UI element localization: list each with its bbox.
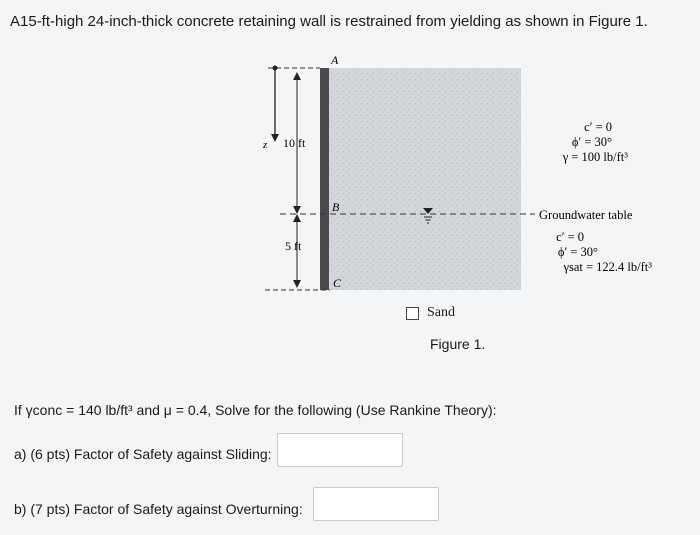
retaining-wall-figure	[0, 40, 700, 340]
part-b-label: b) (7 pts) Factor of Safety against Overturning:	[14, 501, 303, 517]
sand-backfill	[329, 68, 521, 290]
lower-soil-prop: c′ = 0	[556, 230, 584, 244]
lower-soil-prop: ϕ′ = 30°	[557, 245, 598, 259]
point-a-label: A	[331, 53, 339, 67]
point-b-label: B	[332, 200, 340, 214]
point-c-label: C	[333, 276, 342, 290]
upper-soil-prop: γ = 100 lb/ft³	[562, 150, 628, 164]
part-a-label: a) (6 pts) Factor of Safety against Sliding:	[14, 446, 272, 462]
z-axis-arrow	[271, 66, 279, 143]
retaining-wall	[320, 68, 329, 290]
figure-caption: Figure 1.	[430, 336, 486, 352]
overturning-answer-input[interactable]	[313, 487, 439, 521]
upper-soil-prop: ϕ′ = 30°	[571, 135, 612, 149]
sand-swatch	[406, 307, 419, 320]
legend-label: Sand	[427, 305, 455, 320]
legend	[406, 305, 455, 321]
sliding-answer-input[interactable]	[277, 433, 403, 467]
lower-soil-prop: γsat = 122.4 lb/ft³	[563, 260, 652, 274]
z-label: z	[263, 139, 268, 151]
upper-height-label: 10 ft	[283, 136, 306, 150]
upper-soil-prop: c′ = 0	[584, 120, 612, 134]
lower-height-label: 5 ft	[285, 239, 302, 253]
question-intro: If γconc = 140 lb/ft³ and μ = 0.4, Solve for the following (Use Rankine Theory):	[14, 402, 497, 418]
groundwater-label: Groundwater table	[539, 208, 633, 222]
problem-title: A15-ft-high 24-inch-thick concrete retaining wall is restrained from yielding as shown in Figure 1.	[10, 13, 648, 30]
